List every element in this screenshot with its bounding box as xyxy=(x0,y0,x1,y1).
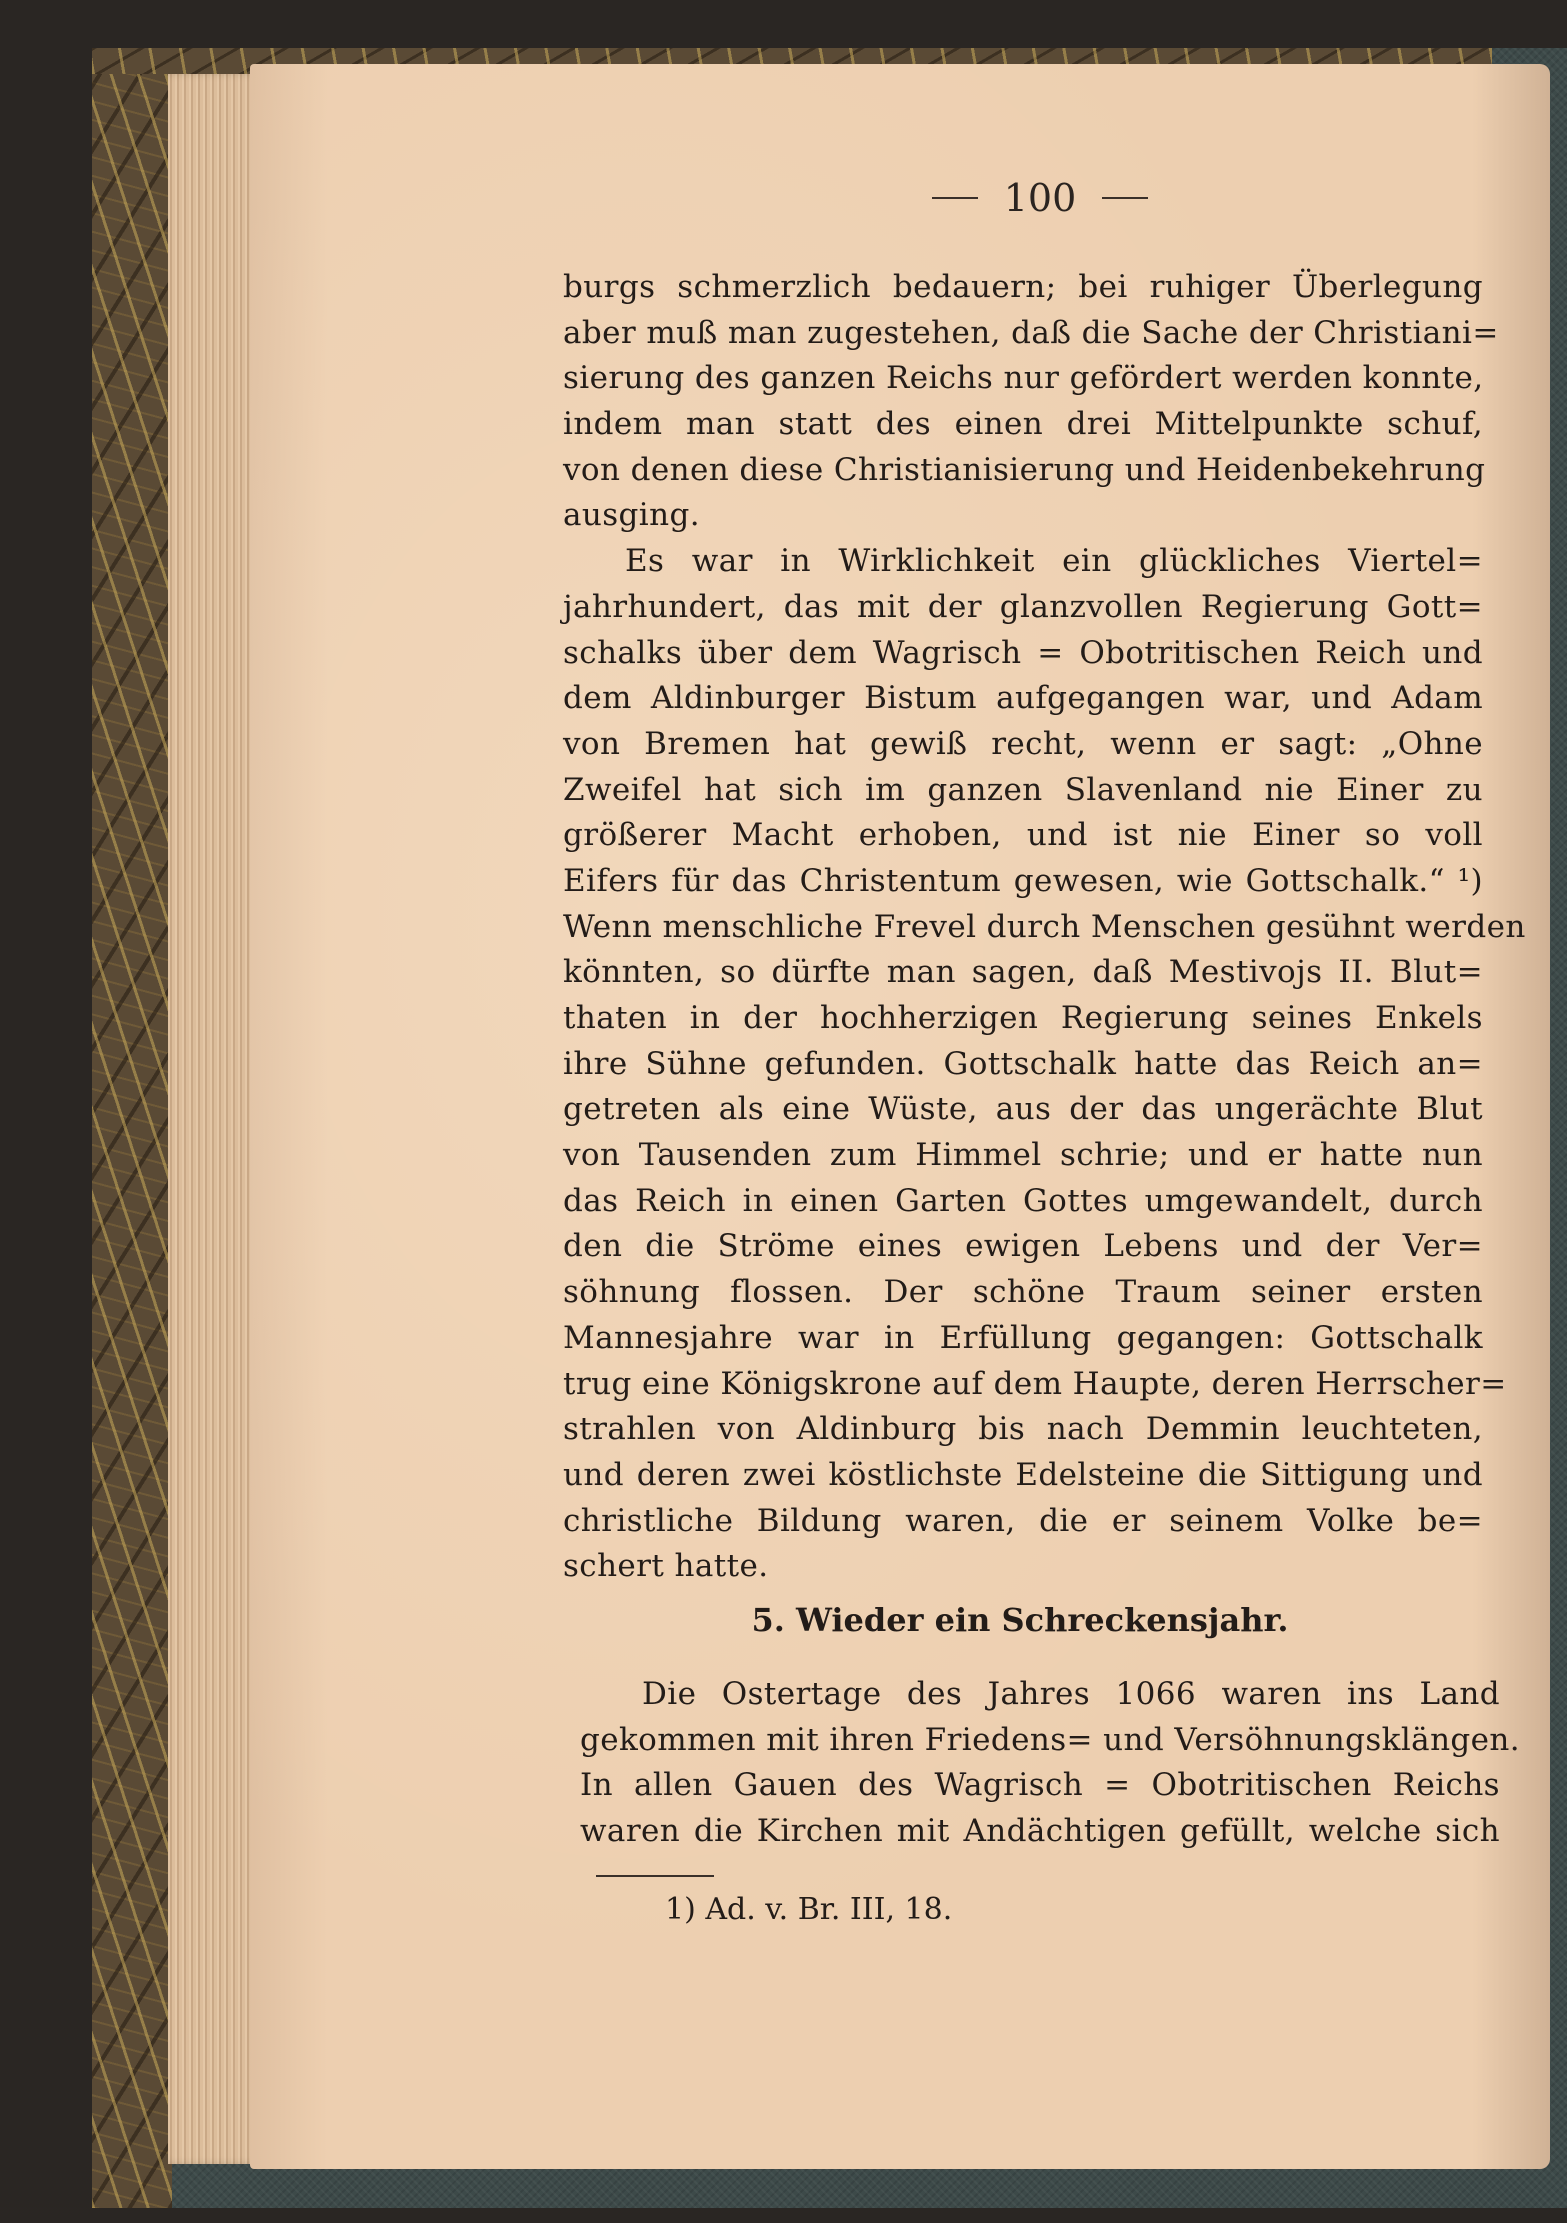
text-line: burgs schmerzlich bedauern; bei ruhiger Überlegung xyxy=(563,269,1483,305)
text-line: ausging. xyxy=(563,497,700,534)
page-header xyxy=(860,168,1220,228)
text-line: ihre Sühne gefunden. Gottschalk hatte das Reich an= xyxy=(563,1045,1483,1082)
text-line: Die Ostertage des Jahres 1066 waren ins Land xyxy=(642,1676,1500,1712)
page-number: 100 xyxy=(1003,176,1077,220)
marbled-endpaper xyxy=(92,48,172,2208)
text-line: Es war in Wirklichkeit ein glückliches Viertel= xyxy=(625,543,1483,580)
text-line: von Bremen hat gewiß recht, wenn er sagt: „Ohne xyxy=(563,725,1483,762)
text-line: strahlen von Aldinburg bis nach Demmin leuchteten, xyxy=(563,1411,1483,1448)
text-line: In allen Gauen des Wagrisch = Obotritischen Reichs xyxy=(580,1767,1500,1804)
text-line: von Tausenden zum Himmel schrie; und er hatte nun xyxy=(563,1137,1483,1174)
section-body-text xyxy=(580,1672,1521,1855)
text-line: gekommen mit ihren Friedens= und Versöhnungsklängen. xyxy=(580,1721,1521,1758)
text-line: waren die Kirchen mit Andächtigen gefüllt, welche sich xyxy=(580,1813,1500,1850)
header-dash-left xyxy=(932,197,978,199)
text-line: und deren zwei köstlichste Edelsteine die Sittigung und xyxy=(563,1456,1483,1493)
text-line: dem Aldinburger Bistum aufgegangen war, und Adam xyxy=(563,680,1483,717)
text-line: christliche Bildung waren, die er seinem Volke be= xyxy=(563,1502,1483,1539)
footnote-rule xyxy=(596,1875,714,1877)
footnote: 1) Ad. v. Br. III, 18. xyxy=(665,1892,953,1927)
text-line: sierung des ganzen Reichs nur gefördert werden konnte, xyxy=(563,360,1484,397)
text-line: thaten in der hochherzigen Regierung seines Enkels xyxy=(563,1000,1483,1036)
text-line: Eifers für das Christentum gewesen, wie Gottschalk.“ ¹) xyxy=(563,862,1483,899)
section-heading: 5. Wieder ein Schreckensjahr. xyxy=(751,1601,1289,1639)
text-line: indem man statt des einen drei Mittelpunkte schuf, xyxy=(563,406,1483,443)
text-line: von denen diese Christianisierung und Heidenbekehrung xyxy=(563,451,1486,488)
text-line: Mannesjahre war in Erfüllung gegangen: Gottschalk xyxy=(563,1319,1483,1356)
text-line: schert hatte. xyxy=(563,1548,769,1585)
text-line: das Reich in einen Garten Gottes umgewandelt, durch xyxy=(563,1182,1483,1219)
text-line: trug eine Königskrone auf dem Haupte, deren Herrscher= xyxy=(563,1365,1507,1402)
text-line: könnten, so dürfte man sagen, daß Mestivojs II. Blut= xyxy=(563,954,1483,991)
text-line: den die Ströme eines ewigen Lebens und der Ver= xyxy=(563,1228,1483,1265)
text-line: aber muß man zugestehen, daß die Sache der Christiani= xyxy=(563,314,1499,351)
text-line: schalks über dem Wagrisch = Obotritischen Reich und xyxy=(563,634,1483,671)
text-line: größerer Macht erhoben, und ist nie Einer so voll xyxy=(563,817,1483,854)
text-line: söhnung flossen. Der schöne Traum seiner ersten xyxy=(563,1274,1483,1311)
text-line: Zweifel hat sich im ganzen Slavenland nie Einer zu xyxy=(563,771,1483,808)
header-dash-right xyxy=(1102,197,1148,199)
text-line: getreten als eine Wüste, aus der das ungerächte Blut xyxy=(563,1091,1483,1128)
body-text xyxy=(563,265,1526,1590)
text-line: Wenn menschliche Frevel durch Menschen gesühnt werden xyxy=(563,908,1526,945)
text-line: jahrhundert, das mit der glanzvollen Regierung Gott= xyxy=(563,588,1483,625)
